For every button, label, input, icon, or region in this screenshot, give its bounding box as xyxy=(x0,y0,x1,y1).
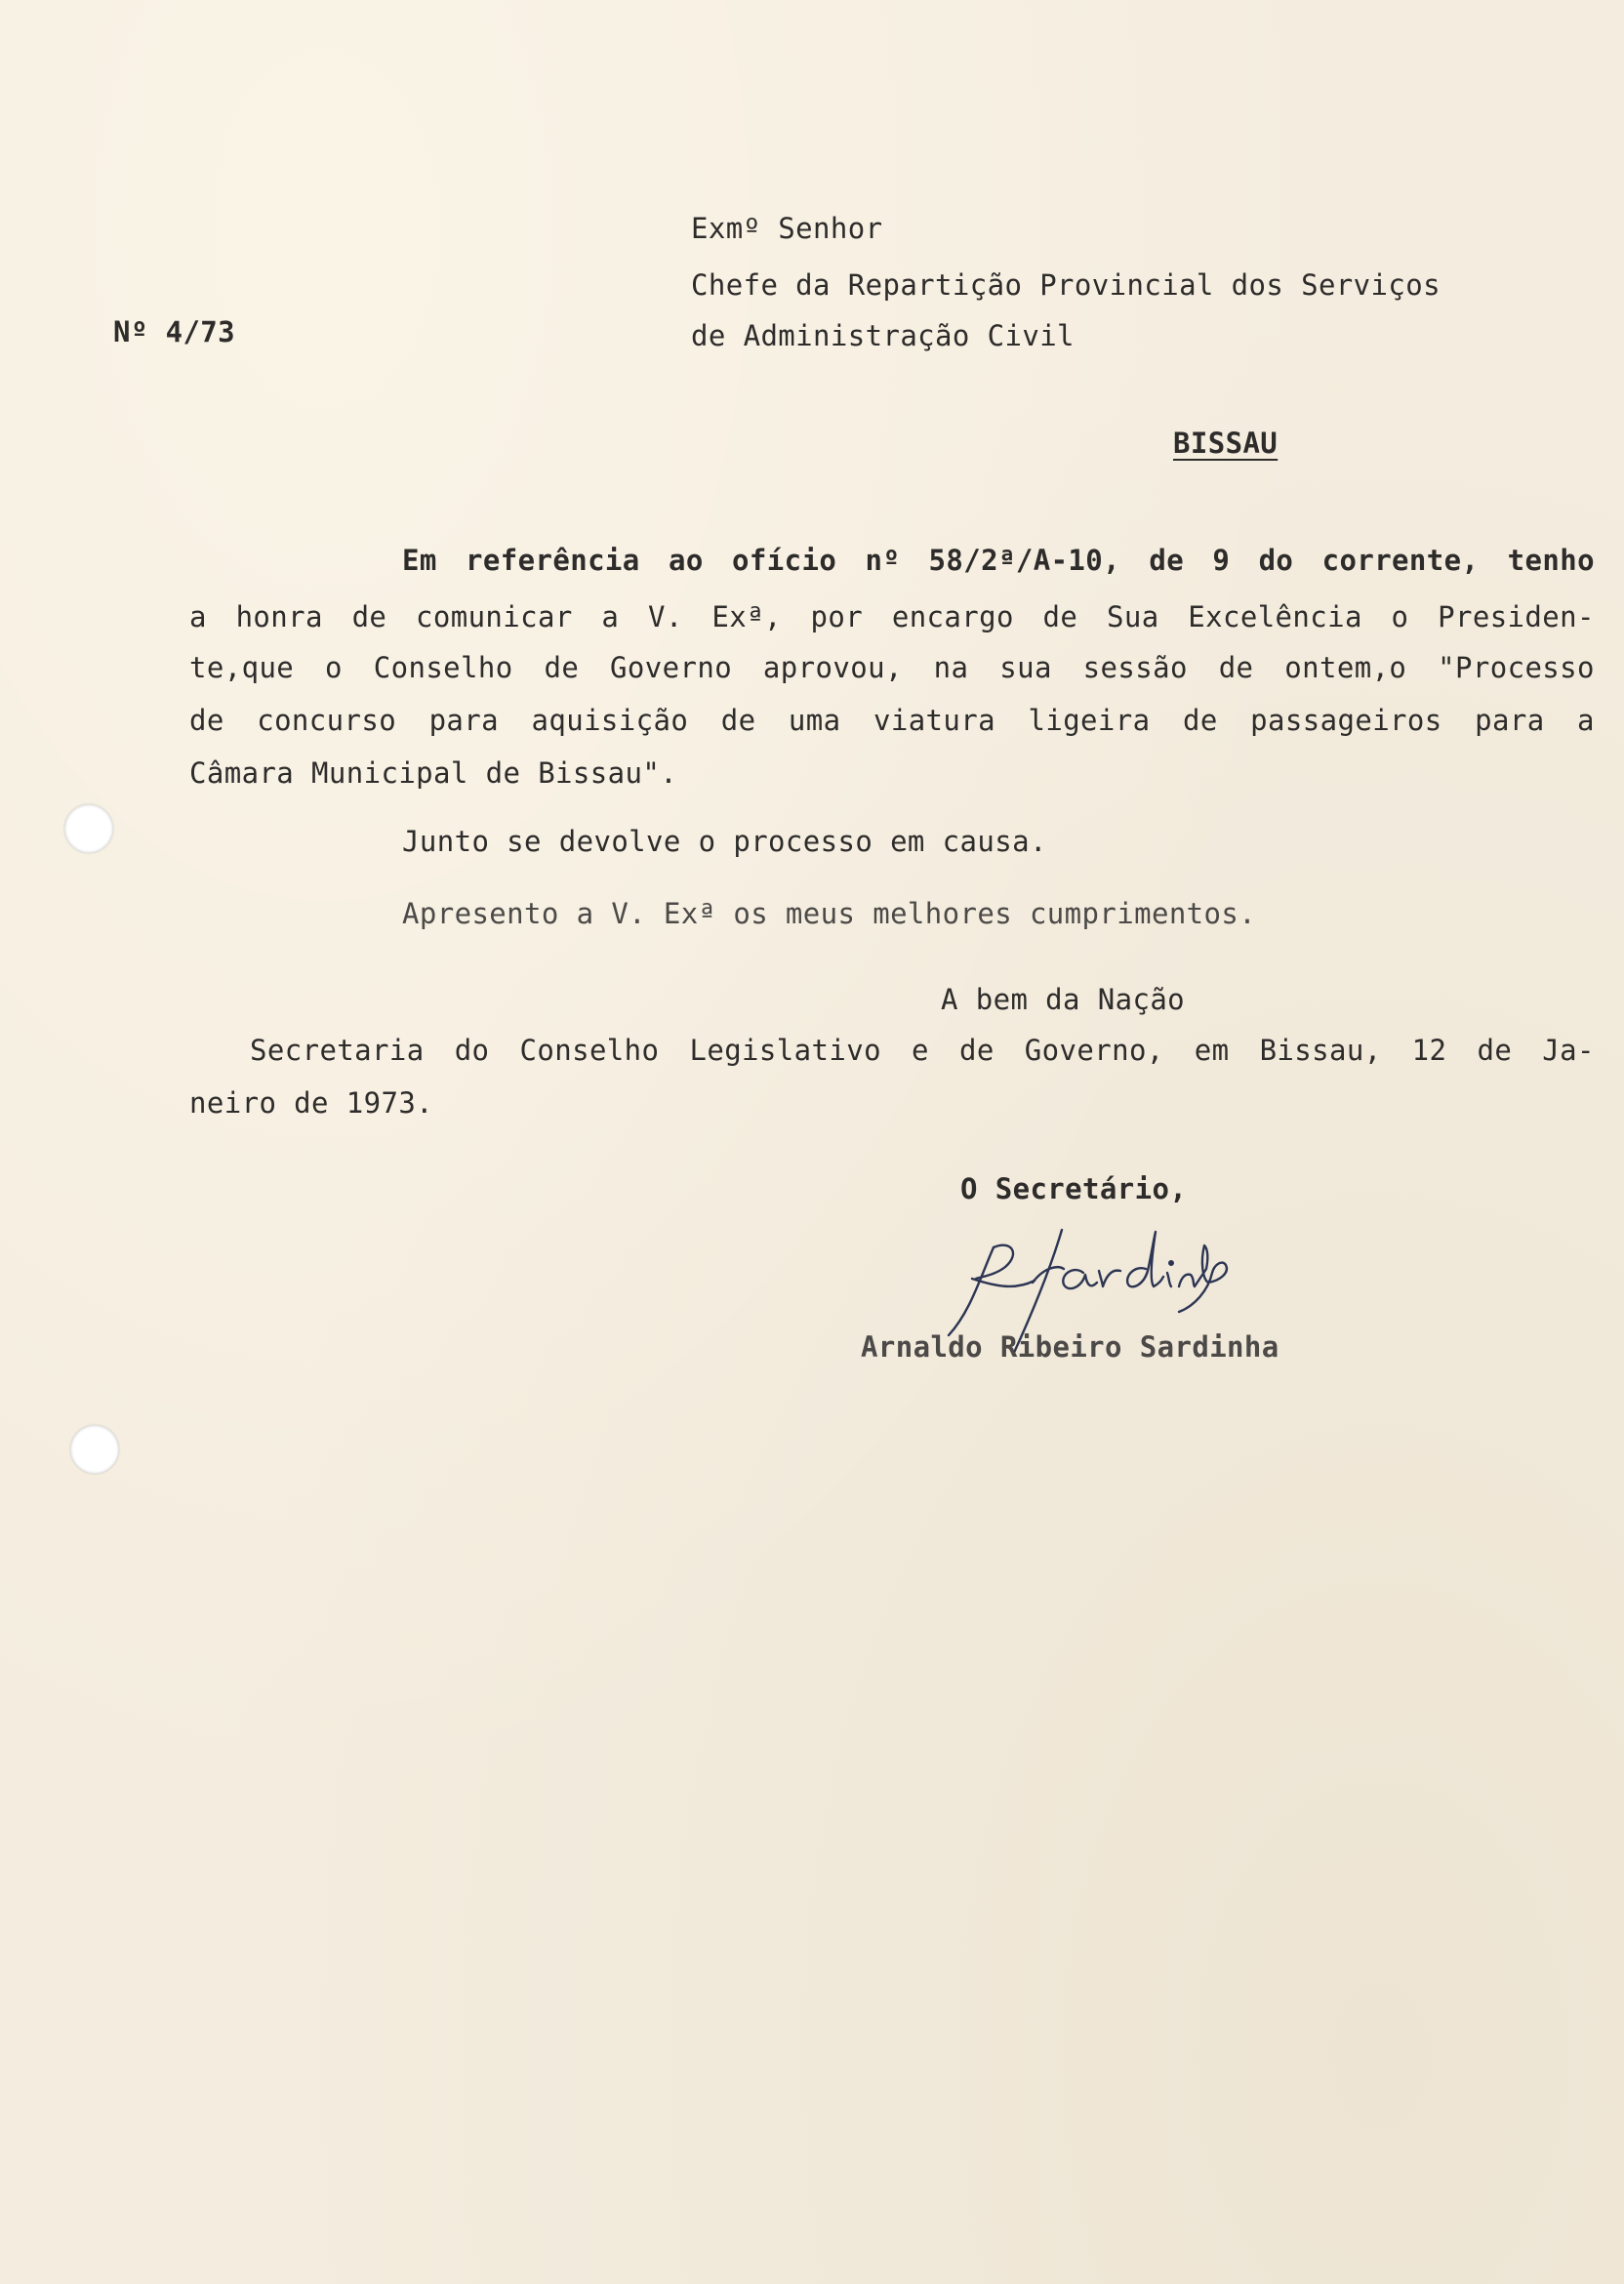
word: Legislativo xyxy=(689,1034,881,1067)
word: viatura xyxy=(873,704,995,737)
word: comunicar xyxy=(415,600,573,633)
word: sua xyxy=(999,651,1052,684)
word: uma xyxy=(788,704,841,737)
word: 58/2ª/A-10, xyxy=(928,544,1121,577)
word: Excelência xyxy=(1188,600,1362,633)
paragraph-2: Junto se devolve o processo em causa. xyxy=(402,825,1047,858)
addressee-line-1: Chefe da Repartição Provincial dos Serviços xyxy=(691,268,1441,302)
word: de xyxy=(351,600,387,633)
addressee-city: BISSAU xyxy=(1173,427,1279,460)
word: Sua xyxy=(1106,600,1159,633)
word: de xyxy=(189,704,224,737)
word: te,que xyxy=(189,651,295,684)
word: ligeira xyxy=(1028,704,1151,737)
word: a xyxy=(601,600,620,633)
word: honra xyxy=(235,600,323,633)
word: Bissau, xyxy=(1259,1034,1382,1067)
word: sessão xyxy=(1082,651,1188,684)
word: encargo xyxy=(891,600,1014,633)
paragraph-3: Apresento a V. Exª os meus melhores cumprimentos. xyxy=(402,897,1257,930)
word: concurso xyxy=(257,704,397,737)
word: do xyxy=(1258,544,1294,577)
word: nº xyxy=(865,544,901,577)
word: de xyxy=(1182,704,1218,737)
paragraph-1-line-1 xyxy=(402,543,1595,578)
word: referência xyxy=(466,544,640,577)
word: "Processo xyxy=(1438,651,1595,684)
word: 9 xyxy=(1212,544,1231,577)
paragraph-1-line-3 xyxy=(189,650,1595,685)
word: e xyxy=(912,1034,929,1067)
salutation: Exmº Senhor xyxy=(691,212,883,245)
paragraph-1-line-2 xyxy=(189,599,1595,634)
word: Em xyxy=(402,544,437,577)
dateline-line-1 xyxy=(250,1033,1595,1068)
paragraph-1-line-5: Câmara Municipal de Bissau". xyxy=(189,756,678,790)
word: passageiros xyxy=(1250,704,1442,737)
word: de xyxy=(958,1034,995,1067)
word: para xyxy=(428,704,500,737)
word: o xyxy=(325,651,343,684)
word: na xyxy=(933,651,969,684)
addressee-line-2: de Administração Civil xyxy=(691,319,1075,352)
word: V. xyxy=(647,600,683,633)
word: tenho xyxy=(1507,544,1595,577)
reference-number: Nº 4/73 xyxy=(113,315,236,348)
signatory-title: O Secretário, xyxy=(960,1172,1188,1205)
dateline-line-2: neiro de 1973. xyxy=(189,1086,434,1120)
word: de xyxy=(1042,600,1078,633)
paragraph-1-line-4 xyxy=(189,703,1595,738)
word: ontem,o xyxy=(1284,651,1407,684)
word: corrente, xyxy=(1321,544,1480,577)
word: de xyxy=(1477,1034,1513,1067)
word: de xyxy=(1149,544,1185,577)
word: ofício xyxy=(732,544,837,577)
word: a xyxy=(1577,704,1595,737)
word: aprovou, xyxy=(762,651,903,684)
word: Secretaria xyxy=(250,1034,425,1067)
word: Governo, xyxy=(1024,1034,1164,1067)
punch-hole-bottom xyxy=(70,1425,119,1474)
word: Presiden- xyxy=(1438,600,1595,633)
word: Conselho xyxy=(373,651,513,684)
word: Conselho xyxy=(519,1034,660,1067)
word: Ja- xyxy=(1542,1034,1595,1067)
word: de xyxy=(544,651,580,684)
word: em xyxy=(1194,1034,1230,1067)
word: 12 xyxy=(1411,1034,1447,1067)
word: de xyxy=(720,704,756,737)
word: o xyxy=(1391,600,1409,633)
closing-formula: A bem da Nação xyxy=(941,983,1186,1016)
word: Exª, xyxy=(711,600,782,633)
signatory-name: Arnaldo Ribeiro Sardinha xyxy=(861,1330,1279,1364)
word: ao xyxy=(668,544,704,577)
punch-hole-top xyxy=(64,804,113,853)
word: aquisição xyxy=(531,704,689,737)
word: de xyxy=(1218,651,1254,684)
word: do xyxy=(454,1034,490,1067)
word: para xyxy=(1475,704,1545,737)
word: por xyxy=(810,600,864,633)
word: a xyxy=(189,600,207,633)
word: Governo xyxy=(610,651,733,684)
